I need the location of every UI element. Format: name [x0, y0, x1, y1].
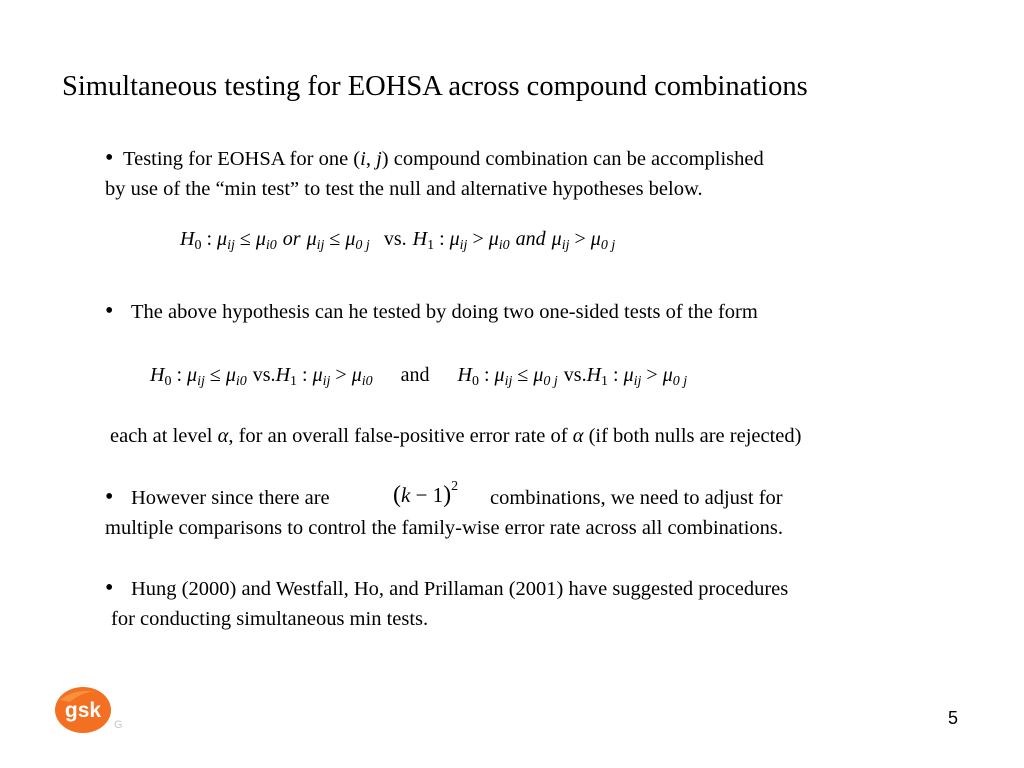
bullet-4-marker: •: [105, 575, 114, 601]
slide-title: Simultaneous testing for EOHSA across compound combinations: [62, 71, 808, 102]
bullet-4-line-2: for conducting simultaneous min tests.: [111, 608, 429, 630]
gsk-logo: [54, 686, 134, 734]
combination-count-expression: $(k - 1)^2$: [393, 479, 459, 508]
bullet-4-line-1: Hung (2000) and Westfall, Ho, and Prillaman (2001) have suggested procedures: [131, 578, 789, 600]
bullet-2-line-1: The above hypothesis can he tested by doing two one-sided tests of the form: [131, 301, 758, 323]
bullet-3-marker: •: [105, 484, 114, 510]
gsk-logo-corner-mark: G: [114, 719, 123, 731]
bullet-1-line-2: by use of the “min test” to test the null and alternative hypotheses below.: [105, 178, 703, 200]
bullet-3-text-after: combinations, we need to adjust for: [490, 487, 783, 509]
bullet-1-marker: •: [105, 145, 114, 171]
hypothesis-formula-combined: $H_0$ : $\mu_{ij} \le \mu_{i0}$ or $\mu_{ij} \le \mu_{0 j}$ vs. $H_1$ : $\mu_{ij} > \mu_{i0}$ and $\mu_{ij} > \mu_{0 j}$: [180, 228, 616, 253]
bullet-3-line-2: multiple comparisons to control the family-wise error rate across all combinations.: [105, 517, 784, 539]
level-line: each at level α, for an overall false-positive error rate of α (if both nulls are rejected): [110, 425, 802, 447]
bullet-2-marker: •: [105, 298, 114, 324]
gsk-logo-wordmark: gsk: [64, 699, 102, 722]
bullet-3-text-before: However since there are: [131, 487, 330, 509]
page-number: 5: [948, 708, 959, 728]
bullet-1-line-1: Testing for EOHSA for one (i, j) compound combination can be accomplished: [123, 148, 764, 170]
hypothesis-formula-one-sided: $H_0$ : $\mu_{ij} \le \mu_{i0}$ $vs.H_1$ : $\mu_{ij} > \mu_{i0}$ and $H_0$ : $\mu_{ij} \le \mu_{0 j}$ $vs.H_1$ : $\mu_{ij} > \mu_{0 j}$: [150, 364, 688, 389]
